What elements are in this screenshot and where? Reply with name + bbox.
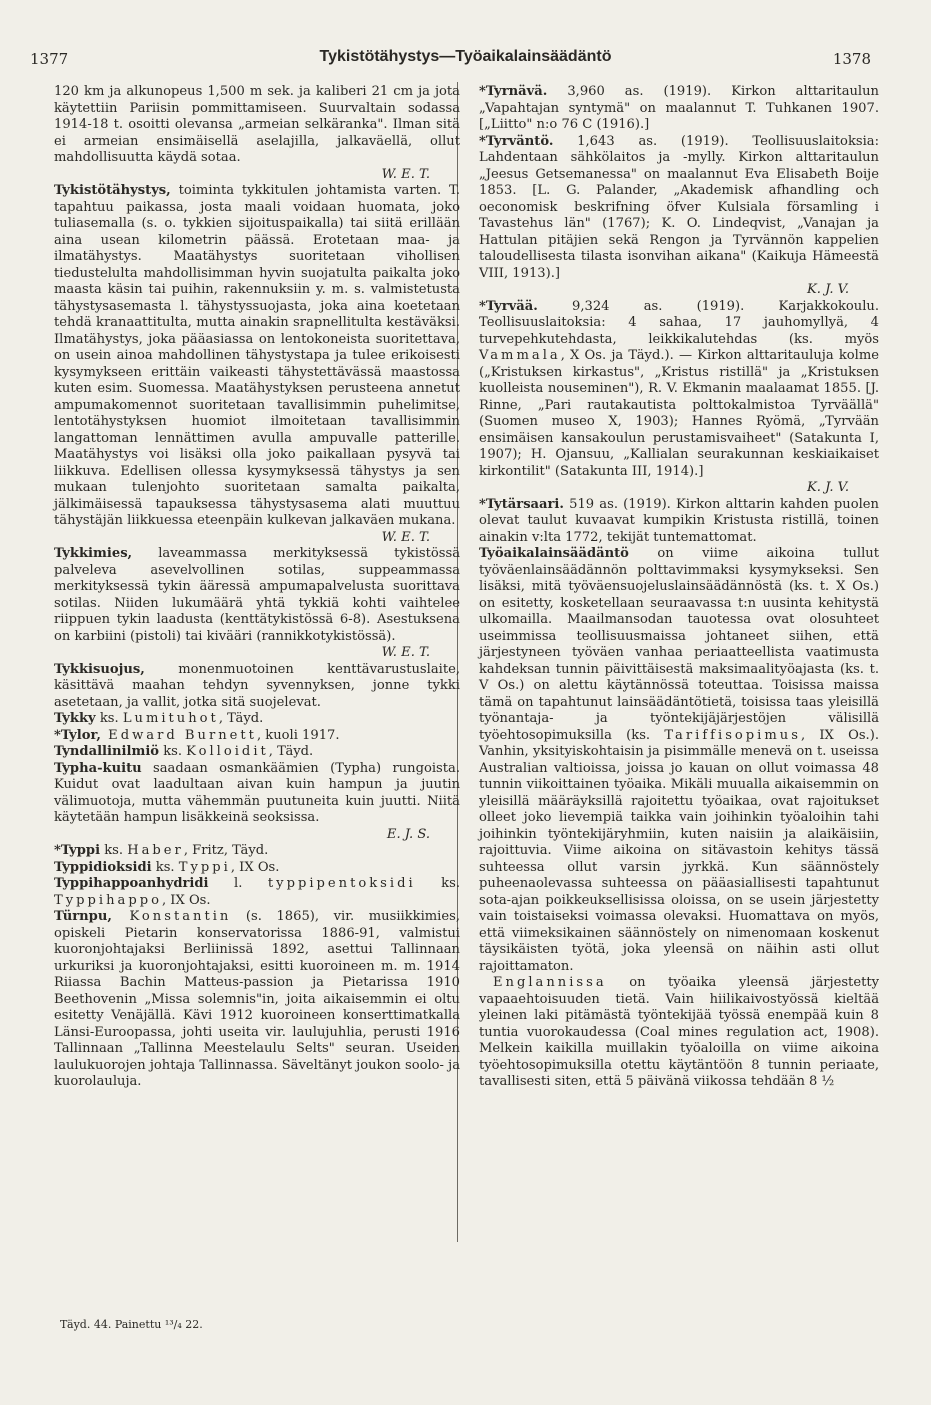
entry-tyrnava: *Tyrnävä. 3,960 as. (1919). Kirkon alttaritaulun „Vapahtajan syntymä" on maalannut T. Tuhkanen 1907. [„Liitto" n:o 76 C (1916).] (479, 84, 879, 132)
headword: Tykkisuojus, (54, 661, 145, 677)
headword: Tykkimies, (54, 546, 133, 561)
headword: *Tytärsaari. (479, 496, 564, 512)
entry-typha-kuitu: Typha-kuitu saadaan osmankäämien (Typha) rungoista. Kuidut ovat laadultaan aivan kuin hampun ja juutin välimuotoja, mutta vähemmän puutuneita kuin juutti. Niitä käytetään hampun lisäkkeinä seoksissa. E. J. S. (54, 760, 460, 842)
entry-typpi: *Typpi ks. Haber, Fritz, Täyd. (54, 843, 269, 858)
entry-tykkimies: Tykkimies, laveammassa merkityksessä tykistössä palveleva asevelvollinen sotilas, suppeammassa merkityksessä tykin ääressä ampumapalvelusta suorittava sotilas. Niiden lukumäärä yhtä tykkiä kohti vaihtelee riippuen tykin laadusta (kenttätykistössä 6-8). Asestuksena on karbiini (pistoli) tai kivääri (rannikkotykistössä). W. E. T. (54, 546, 460, 660)
entry-text: 120 km ja alkunopeus 1,500 m sek. ja kaliberi 21 cm ja jota käytettiin Pariisin pommittamiseen. Suurvaltain sodassa 1914-18 t. osoitti olevansa „armeian selkäranka". Ilman sitä ei armeian ensimäisellä aselajilla, jalkaväellä, ollut mahdollisuutta käydä sotaa. W. E. T. (54, 84, 460, 182)
entry-englannissa: Englannissa on työaika yleensä järjestetty vapaaehtoisuuden tietä. Vain hiilikaivostyössä kieltää yleinen laki pitämästä työntekijää työssä enempää kuin 8 tuntia vuorokaudessa (Coal mines regulation act, 1908). Melkein kaikilla muillakin työaloilla on viime aikoina työehtosopimuksilla otettu käytäntöön 8 tunnin periaate, tavallisesti siten, että 5 päivänä viikossa tehdään 8 ½ (479, 975, 879, 1089)
entry-tyrvaa: *Tyrvää. 9,324 as. (1919). Karjakkokoulu. Teollisuuslaitoksia: 4 sahaa, 17 jauhomyllyä, 4 turvepehkutehdasta, leikkikalutehdas (ks. myös Vammala, X Os. ja Täyd.). — Kirkon alttaritauluja kolme („Kristuksen kirkastus", „Kristus ristillä" ja „Kristuksen kuolleista nouseminen"), R. V. Ekmanin maalaamat 1855. [J. Rinne, „Pari rautakautista polttokalmistoa Tyrväällä" (Suomen museo X, 1903); Hannes Ryömä, „Tyrvään ensimäisen kansakoulun perustamisvaiheet" (Satakunta I, 1907); H. Ojansuu, „Kallialan seurakunnan keskiaikaiset kirkontilit" (Satakunta III, 1914).] K. J. V. (479, 298, 879, 495)
author-signature: E. J. S. (386, 826, 430, 842)
entry-tykistotahystys: Tykistötähystys, toiminta tykkitulen johtamista varten. T. tapahtuu paikassa, josta maali voidaan huomata, joko tuliasemalla (s. o. tykkien sijoituspaikalla) tai siitä erillään aina usean kilometrin päässä. Erotetaan maa- ja ilmatähystys. Maatähystys suoritetaan vihollisen tiedustelulta mahdollisimman hyvin suojatulta paikalta joko maasta käsin tai puihin, rakennuksiin y. m. s. valmistetusta tähystysasemasta l. tähystyssuojasta, joka aina koetetaan tehdä kranaattitulta, mutta ainakin srapnellitulta kestäväksi. Ilmatähystys, joka pääasiassa on lentokoneista suoritettava, on usein ainoa mahdollinen tähystystapa ja tulee erikoisesti kysymykseen erittäin vaikeasti tähystettävässä maastossa kuten esim. Suomessa. Maatähystyksen perusteena annetut ampumakomennot suoritetaan tavallisimmin puhelimitse, lentotähystyksen huomiot ilmoitetaan tavallisimmin langattoman lennättimen avulla ampuvalle patterille. Maatähystys voi lisäksi olla joko paikallaan pysyvä tai liikkuva. Edellisen ollessa kysymyksessä tähystys ja sen mukaan tulenjohto suoritetaan samalta paikalta, jälkimäisessä tapauksessa tähystysasema alati muuttuu tähystäjän liikkuessa eteenpäin kulkevan jalkaväen mukana. W. E. T. (54, 183, 460, 545)
author-signature: W. E. T. (381, 645, 430, 660)
headword: Tykistötähystys, (54, 183, 171, 198)
entry-tykkisuojus: Tykkisuojus, monenmuotoinen kenttävarustuslaite, käsittävä maahan tehdyn syvennyksen, jonne tykki asetetaan, ja vallit, jotka sitä suojelevat. (54, 661, 460, 710)
left-column (54, 84, 460, 1091)
entry-turnpu: Türnpu, Konstantin (s. 1865), vir. musiikkimies, opiskeli Pietarin konservatorissa 1886-91, valmistui kuoronjohtajaksi Berliinissä 1892, asettui Tallinnaan urkuriksi ja kuoronjohtajaksi, esitti kuoroineen m. m. 1914 Riiassa Bachin Matteus-passion ja Pietarissa 1910 Beethovenin „Missa solemnis"in, joita aikaisemmin ei oltu esitetty Venäjällä. Kävi 1912 kuoroineen konserttimatkalla Länsi-Euroopassa, johti useita vir. laulujuhlia, perusti 1916 Tallinnaan „Tallinna Meestelaulu Selts" seuran. Useiden laulukuorojen johtaja Tallinnassa. Säveltänyt joukon soolo- ja kuorolauluja. (54, 909, 460, 1089)
headword: Türnpu, (54, 909, 112, 924)
headword: Työaikalainsäädäntö (479, 546, 629, 561)
page-footer: Täyd. 44. Painettu ¹³/₄ 22. (60, 1318, 203, 1331)
page-number-left: 1377 (30, 50, 69, 68)
author-signature: W. E. T. (381, 529, 430, 545)
headword: *Tyrvää. (479, 298, 538, 314)
entry-tykky: Tykky ks. Lumituhot, Täyd. (54, 711, 264, 726)
headword: Tyndallinilmiö (54, 744, 160, 759)
headword: Tykky (54, 711, 96, 726)
headword: *Tyrnävä. (479, 84, 548, 99)
entry-tyoaikalainsaadanto: Työaikalainsäädäntö on viime aikoina tullut työväenlainsäädännön polttavimmaksi kysymykseksi. Sen lisäksi, mitä työväensuojeluslainsäädännöstä (ks. t. X Os.) on esitetty, kosketellaan seuraavassa t:n uusinta kehitystä ulkomailla. Maailmansodan tauotessa ovat olosuhteet useimmissa teollisuusmaissa johtaneet siihen, että järjestyneen työväen vanhaa periaatteellista vaatimusta kahdeksan tunnin päivittäisestä maksimaalityöajasta (ks. t. V Os.) on alettu käytännössä toteuttaa. Toisissa maissa tämä on tapahtunut lainsäädäntötietä, toisissa taas yleisillä työnantaja- ja työntekijäjärjestöjen välisillä työehtosopimuksilla (ks. Tariffisopimus, IX Os.). Vanhin, yksityiskohtaisin ja pisimmälle menevä on t. useissa Australian valtioissa, joissa jo kauan on ollut voimassa 48 tunnin viikoittainen työaika. Mikäli muualla aikaisemmin on yleisillä määräyksillä rajoitettu työaikaa, ovat rajoitukset olleet joko lievempiä taikka vain joihinkin työaloihin tahi joihinkin työntekijäryhmiin, kuten naisiin ja alaikäisiin, rajoittuvia. Viime aikoina on sitävastoin kehitys tässä suhteessa ollut varsin jyrkkä. Kun säännöstely puheenaolevassa suhteessa on pääasiallisesti tapahtunut sota-ajan poikkeuksellisissa oloissa, on se usein järjestetty vain toistaiseksi voimassa olevaksi. Huomattava on myös, että viimeksikainen säännöstely on nimenomaan koskenut täysikäisten työtä, joka yleensä on näihin asti ollut rajoittamaton. (479, 546, 879, 974)
running-title: Tykistötähystys—Työaikalainsäädäntö (319, 48, 612, 65)
headword: *Typpi (54, 843, 101, 858)
author-signature: W. E. T. (381, 166, 430, 182)
entry-typpihappoanhydridi: Typpihappoanhydridi l. typpipentoksidi ks. Typpihappo, IX Os. (54, 876, 460, 908)
entry-tytarsaari: *Tytärsaari. 519 as. (1919). Kirkon alttarin kahden puolen olevat taulut kuvaavat kumpikin Kristusta ristillä, toinen ainakin v:lta 1772, tekijät tuntemattomat. (479, 496, 879, 545)
headword: Typpihappoanhydridi (54, 876, 209, 891)
page-header (30, 50, 901, 72)
entry-tyndallinilmio: Tyndallinilmiö ks. Kolloidit, Täyd. (54, 744, 314, 759)
author-signature: K. J. V. (807, 480, 849, 495)
headword: Typpidioksidi (54, 859, 152, 875)
entry-tyrvanto: *Tyrväntö. 1,643 as. (1919). Teollisuuslaitoksia: Lahdentaan sähkölaitos ja -mylly. Kirkon alttaritaulun „Jeesus Getsemanessa" on maalannut Eva Elisabeth Boije 1853. [L. G. Palander, „Akademisk afhandling och oeconomisk beskrifning öfver Kulsiala församling i Tavastehus län" (1767); K. O. Lindeqvist, „Vanajan ja Hattulan pitäjien sekä Rengon ja Tyrvännön kappelien taloudellisesta tilasta isonvihan aikana" (Kaikuja Hämeestä VIII, 1913).] K. J. V. (479, 133, 879, 297)
right-column (479, 84, 879, 1091)
headword: Typha-kuitu (54, 760, 142, 776)
entry-tylor: *Tylor, Edward Burnett, kuoli 1917. (54, 727, 340, 743)
headword: *Tyrväntö. (479, 133, 554, 149)
author-signature: K. J. V. (807, 282, 849, 297)
page-number-right: 1378 (832, 50, 871, 68)
entry-typpidioksidi: Typpidioksidi ks. Typpi, IX Os. (54, 859, 280, 875)
headword: *Tylor, (54, 727, 101, 743)
